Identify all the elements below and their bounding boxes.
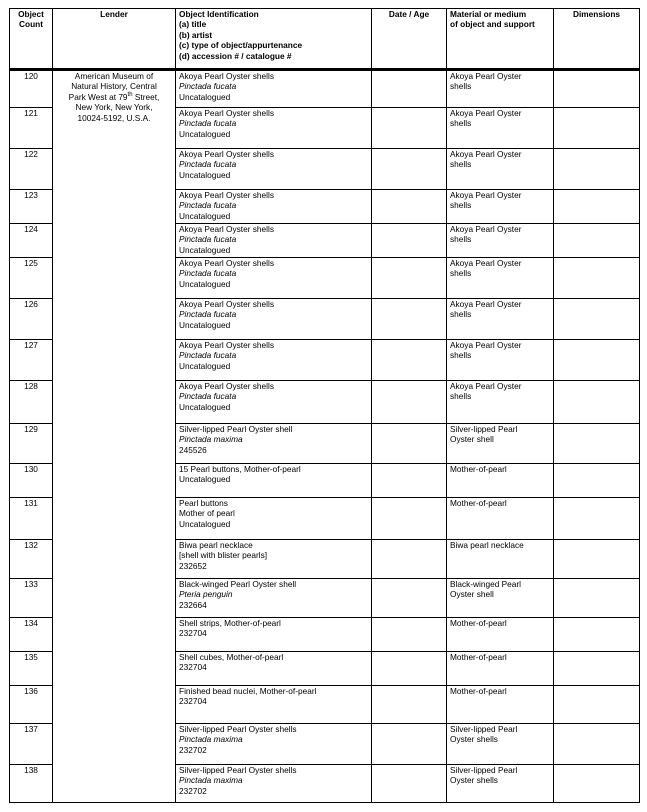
object-title: Akoya Pearl Oyster shells [179, 108, 274, 118]
material-cell [447, 108, 554, 149]
object-title: Akoya Pearl Oyster shells [179, 149, 274, 159]
material-line: Akoya Pearl Oyster [450, 149, 522, 159]
object-identification-cell [176, 108, 372, 149]
material-line: shells [450, 350, 472, 361]
material-line: shells [450, 309, 472, 320]
object-count-cell: 124 [10, 224, 53, 258]
object-accession: 232704 [179, 696, 207, 707]
material-cell [447, 224, 554, 258]
material-line: Oyster shell [450, 434, 494, 445]
material-cell [447, 149, 554, 190]
material-cell [447, 424, 554, 464]
object-count-cell: 134 [10, 618, 53, 652]
date-age-cell [372, 381, 447, 424]
date-age-cell [372, 340, 447, 381]
dimensions-cell [554, 70, 640, 108]
object-species: Pinctada fucata [179, 268, 237, 279]
object-identification-cell [176, 224, 372, 258]
object-title: 15 Pearl buttons, Mother-of-pearl [179, 464, 301, 474]
object-identification-cell [176, 381, 372, 424]
material-cell [447, 540, 554, 579]
object-accession: Uncatalogued [179, 401, 231, 412]
date-age-cell [372, 498, 447, 540]
object-identification-cell [176, 765, 372, 803]
object-count-cell: 131 [10, 498, 53, 540]
date-age-cell [372, 765, 447, 803]
material-line: Mother-of-pearl [450, 618, 507, 628]
material-cell [447, 686, 554, 724]
object-accession: 245526 [179, 444, 207, 455]
object-accession: 232702 [179, 744, 207, 755]
dimensions-cell [554, 765, 640, 803]
date-age-cell [372, 686, 447, 724]
header-row [10, 9, 640, 70]
header-object-count: Object Count [10, 9, 53, 70]
object-title: Akoya Pearl Oyster shells [179, 299, 274, 309]
object-title: Silver-lipped Pearl Oyster shells [179, 765, 297, 775]
header-material: Material or medium of object and support [447, 9, 554, 70]
object-count-cell: 125 [10, 258, 53, 299]
date-age-cell [372, 424, 447, 464]
dimensions-cell [554, 424, 640, 464]
material-cell [447, 498, 554, 540]
material-line: Mother-of-pearl [450, 652, 507, 662]
object-identification-cell [176, 70, 372, 108]
material-line: Silver-lipped Pearl [450, 765, 518, 775]
object-accession: Uncatalogued [179, 474, 231, 485]
dimensions-cell [554, 464, 640, 498]
object-identification-cell [176, 340, 372, 381]
date-age-cell [372, 299, 447, 340]
material-line: Oyster shells [450, 775, 498, 786]
object-accession: Uncatalogued [179, 319, 231, 330]
object-accession: 232704 [179, 628, 207, 639]
lender-line: New York, New York, [75, 102, 153, 113]
material-line: shells [450, 81, 472, 92]
table-row [10, 70, 640, 108]
material-line: Akoya Pearl Oyster [450, 224, 522, 234]
object-identification-cell [176, 540, 372, 579]
object-list-table [9, 8, 640, 803]
material-cell [447, 652, 554, 686]
object-count-cell: 135 [10, 652, 53, 686]
object-identification-cell [176, 424, 372, 464]
object-count-cell: 133 [10, 579, 53, 618]
object-species: Pinctada maxima [179, 734, 243, 745]
object-title: Black-winged Pearl Oyster shell [179, 579, 297, 589]
material-line: Mother-of-pearl [450, 498, 507, 508]
object-title: Akoya Pearl Oyster shells [179, 340, 274, 350]
material-cell [447, 724, 554, 765]
object-title: Biwa pearl necklace [179, 540, 253, 550]
material-cell [447, 258, 554, 299]
object-species: Pinctada fucata [179, 118, 237, 129]
material-cell [447, 340, 554, 381]
date-age-cell [372, 70, 447, 108]
table-body [10, 70, 640, 803]
object-title: Akoya Pearl Oyster shells [179, 190, 274, 200]
object-species: Pinctada fucata [179, 234, 237, 245]
object-identification-cell [176, 498, 372, 540]
material-line: Black-winged Pearl [450, 579, 522, 589]
object-species: Pinctada fucata [179, 391, 237, 402]
date-age-cell [372, 540, 447, 579]
dimensions-cell [554, 299, 640, 340]
object-species: Pteria penguin [179, 589, 233, 600]
lender-line: 10024-5192, U.S.A. [77, 112, 151, 123]
object-accession: Uncatalogued [179, 278, 231, 289]
object-identification-cell [176, 686, 372, 724]
dimensions-cell [554, 618, 640, 652]
lender-cell [53, 70, 176, 803]
object-title: Finished bead nuclei, Mother-of-pearl [179, 686, 317, 696]
material-line: shells [450, 268, 472, 279]
object-species: Pinctada fucata [179, 200, 237, 211]
dimensions-cell [554, 108, 640, 149]
object-count-cell: 123 [10, 190, 53, 224]
object-title: Shell cubes, Mother-of-pearl [179, 652, 284, 662]
material-cell [447, 464, 554, 498]
object-title: Akoya Pearl Oyster shells [179, 71, 274, 81]
material-cell [447, 579, 554, 618]
object-count-cell: 130 [10, 464, 53, 498]
object-species: Pinctada maxima [179, 434, 243, 445]
date-age-cell [372, 579, 447, 618]
dimensions-cell [554, 149, 640, 190]
material-line: Silver-lipped Pearl [450, 424, 518, 434]
object-identification-cell [176, 464, 372, 498]
material-line: Silver-lipped Pearl [450, 724, 518, 734]
object-type: [shell with blister pearls] [179, 550, 268, 561]
date-age-cell [372, 149, 447, 190]
object-identification-cell [176, 652, 372, 686]
dimensions-cell [554, 190, 640, 224]
material-line: Oyster shell [450, 589, 494, 600]
object-title: Shell strips, Mother-of-pearl [179, 618, 281, 628]
material-line: Akoya Pearl Oyster [450, 190, 522, 200]
object-count-cell: 138 [10, 765, 53, 803]
object-count-cell: 137 [10, 724, 53, 765]
object-accession: 232652 [179, 560, 207, 571]
material-line: Mother-of-pearl [450, 464, 507, 474]
material-line: shells [450, 200, 472, 211]
date-age-cell [372, 190, 447, 224]
dimensions-cell [554, 540, 640, 579]
date-age-cell [372, 652, 447, 686]
dimensions-cell [554, 686, 640, 724]
material-line: Akoya Pearl Oyster [450, 108, 522, 118]
material-line: Akoya Pearl Oyster [450, 258, 522, 268]
header-object-identification: Object Identification (a) title (b) artist (c) type of object/appurtenance (d) accession # / catalogue # [176, 9, 372, 70]
material-line: Akoya Pearl Oyster [450, 340, 522, 350]
object-title: Akoya Pearl Oyster shells [179, 258, 274, 268]
date-age-cell [372, 464, 447, 498]
object-species: Pinctada fucata [179, 350, 237, 361]
dimensions-cell [554, 724, 640, 765]
object-count-cell: 121 [10, 108, 53, 149]
object-count-cell: 132 [10, 540, 53, 579]
material-line: Akoya Pearl Oyster [450, 381, 522, 391]
date-age-cell [372, 224, 447, 258]
object-accession: 232704 [179, 662, 207, 673]
object-identification-cell [176, 579, 372, 618]
object-accession: Uncatalogued [179, 518, 231, 529]
dimensions-cell [554, 224, 640, 258]
dimensions-cell [554, 652, 640, 686]
material-cell [447, 190, 554, 224]
date-age-cell [372, 108, 447, 149]
material-line: Akoya Pearl Oyster [450, 71, 522, 81]
material-cell [447, 381, 554, 424]
object-species: Pinctada fucata [179, 159, 237, 170]
object-title: Pearl buttons [179, 498, 228, 508]
dimensions-cell [554, 579, 640, 618]
object-identification-cell [176, 618, 372, 652]
object-accession: 232664 [179, 599, 207, 610]
object-identification-cell [176, 149, 372, 190]
object-type: Mother of pearl [179, 508, 235, 519]
material-cell [447, 765, 554, 803]
material-line: Oyster shells [450, 734, 498, 745]
object-species: Pinctada fucata [179, 81, 237, 92]
lender-line: American Museum of [74, 71, 154, 81]
date-age-cell [372, 258, 447, 299]
material-line: shells [450, 234, 472, 245]
object-species: Pinctada fucata [179, 309, 237, 320]
object-accession: Uncatalogued [179, 360, 231, 371]
object-identification-cell [176, 724, 372, 765]
object-title: Akoya Pearl Oyster shells [179, 224, 274, 234]
object-identification-cell [176, 299, 372, 340]
object-count-cell: 122 [10, 149, 53, 190]
object-accession: Uncatalogued [179, 128, 231, 139]
object-accession: Uncatalogued [179, 210, 231, 221]
date-age-cell [372, 618, 447, 652]
object-title: Silver-lipped Pearl Oyster shell [179, 424, 293, 434]
object-count-cell: 136 [10, 686, 53, 724]
object-count-cell: 127 [10, 340, 53, 381]
lender-line: Natural History, Central [71, 81, 157, 92]
dimensions-cell [554, 498, 640, 540]
object-identification-cell [176, 258, 372, 299]
material-line: Biwa pearl necklace [450, 540, 524, 550]
object-accession: Uncatalogued [179, 91, 231, 102]
object-accession: Uncatalogued [179, 169, 231, 180]
header-lender: Lender [53, 9, 176, 70]
object-title: Akoya Pearl Oyster shells [179, 381, 274, 391]
header-date-age: Date / Age [372, 9, 447, 70]
object-identification-cell [176, 190, 372, 224]
material-line: Akoya Pearl Oyster [450, 299, 522, 309]
material-line: shells [450, 391, 472, 402]
object-count-cell: 120 [10, 70, 53, 108]
object-count-cell: 128 [10, 381, 53, 424]
material-line: shells [450, 118, 472, 129]
dimensions-cell [554, 258, 640, 299]
dimensions-cell [554, 340, 640, 381]
material-cell [447, 618, 554, 652]
object-accession: 232702 [179, 785, 207, 796]
dimensions-cell [554, 381, 640, 424]
object-species: Pinctada maxima [179, 775, 243, 786]
object-count-cell: 126 [10, 299, 53, 340]
material-line: Mother-of-pearl [450, 686, 507, 696]
object-title: Silver-lipped Pearl Oyster shells [179, 724, 297, 734]
material-cell [447, 299, 554, 340]
material-cell [447, 70, 554, 108]
object-accession: Uncatalogued [179, 244, 231, 255]
object-count-cell: 129 [10, 424, 53, 464]
date-age-cell [372, 724, 447, 765]
header-dimensions: Dimensions [554, 9, 640, 70]
lender-line: Park West at 79th Street, [68, 91, 160, 102]
material-line: shells [450, 159, 472, 170]
